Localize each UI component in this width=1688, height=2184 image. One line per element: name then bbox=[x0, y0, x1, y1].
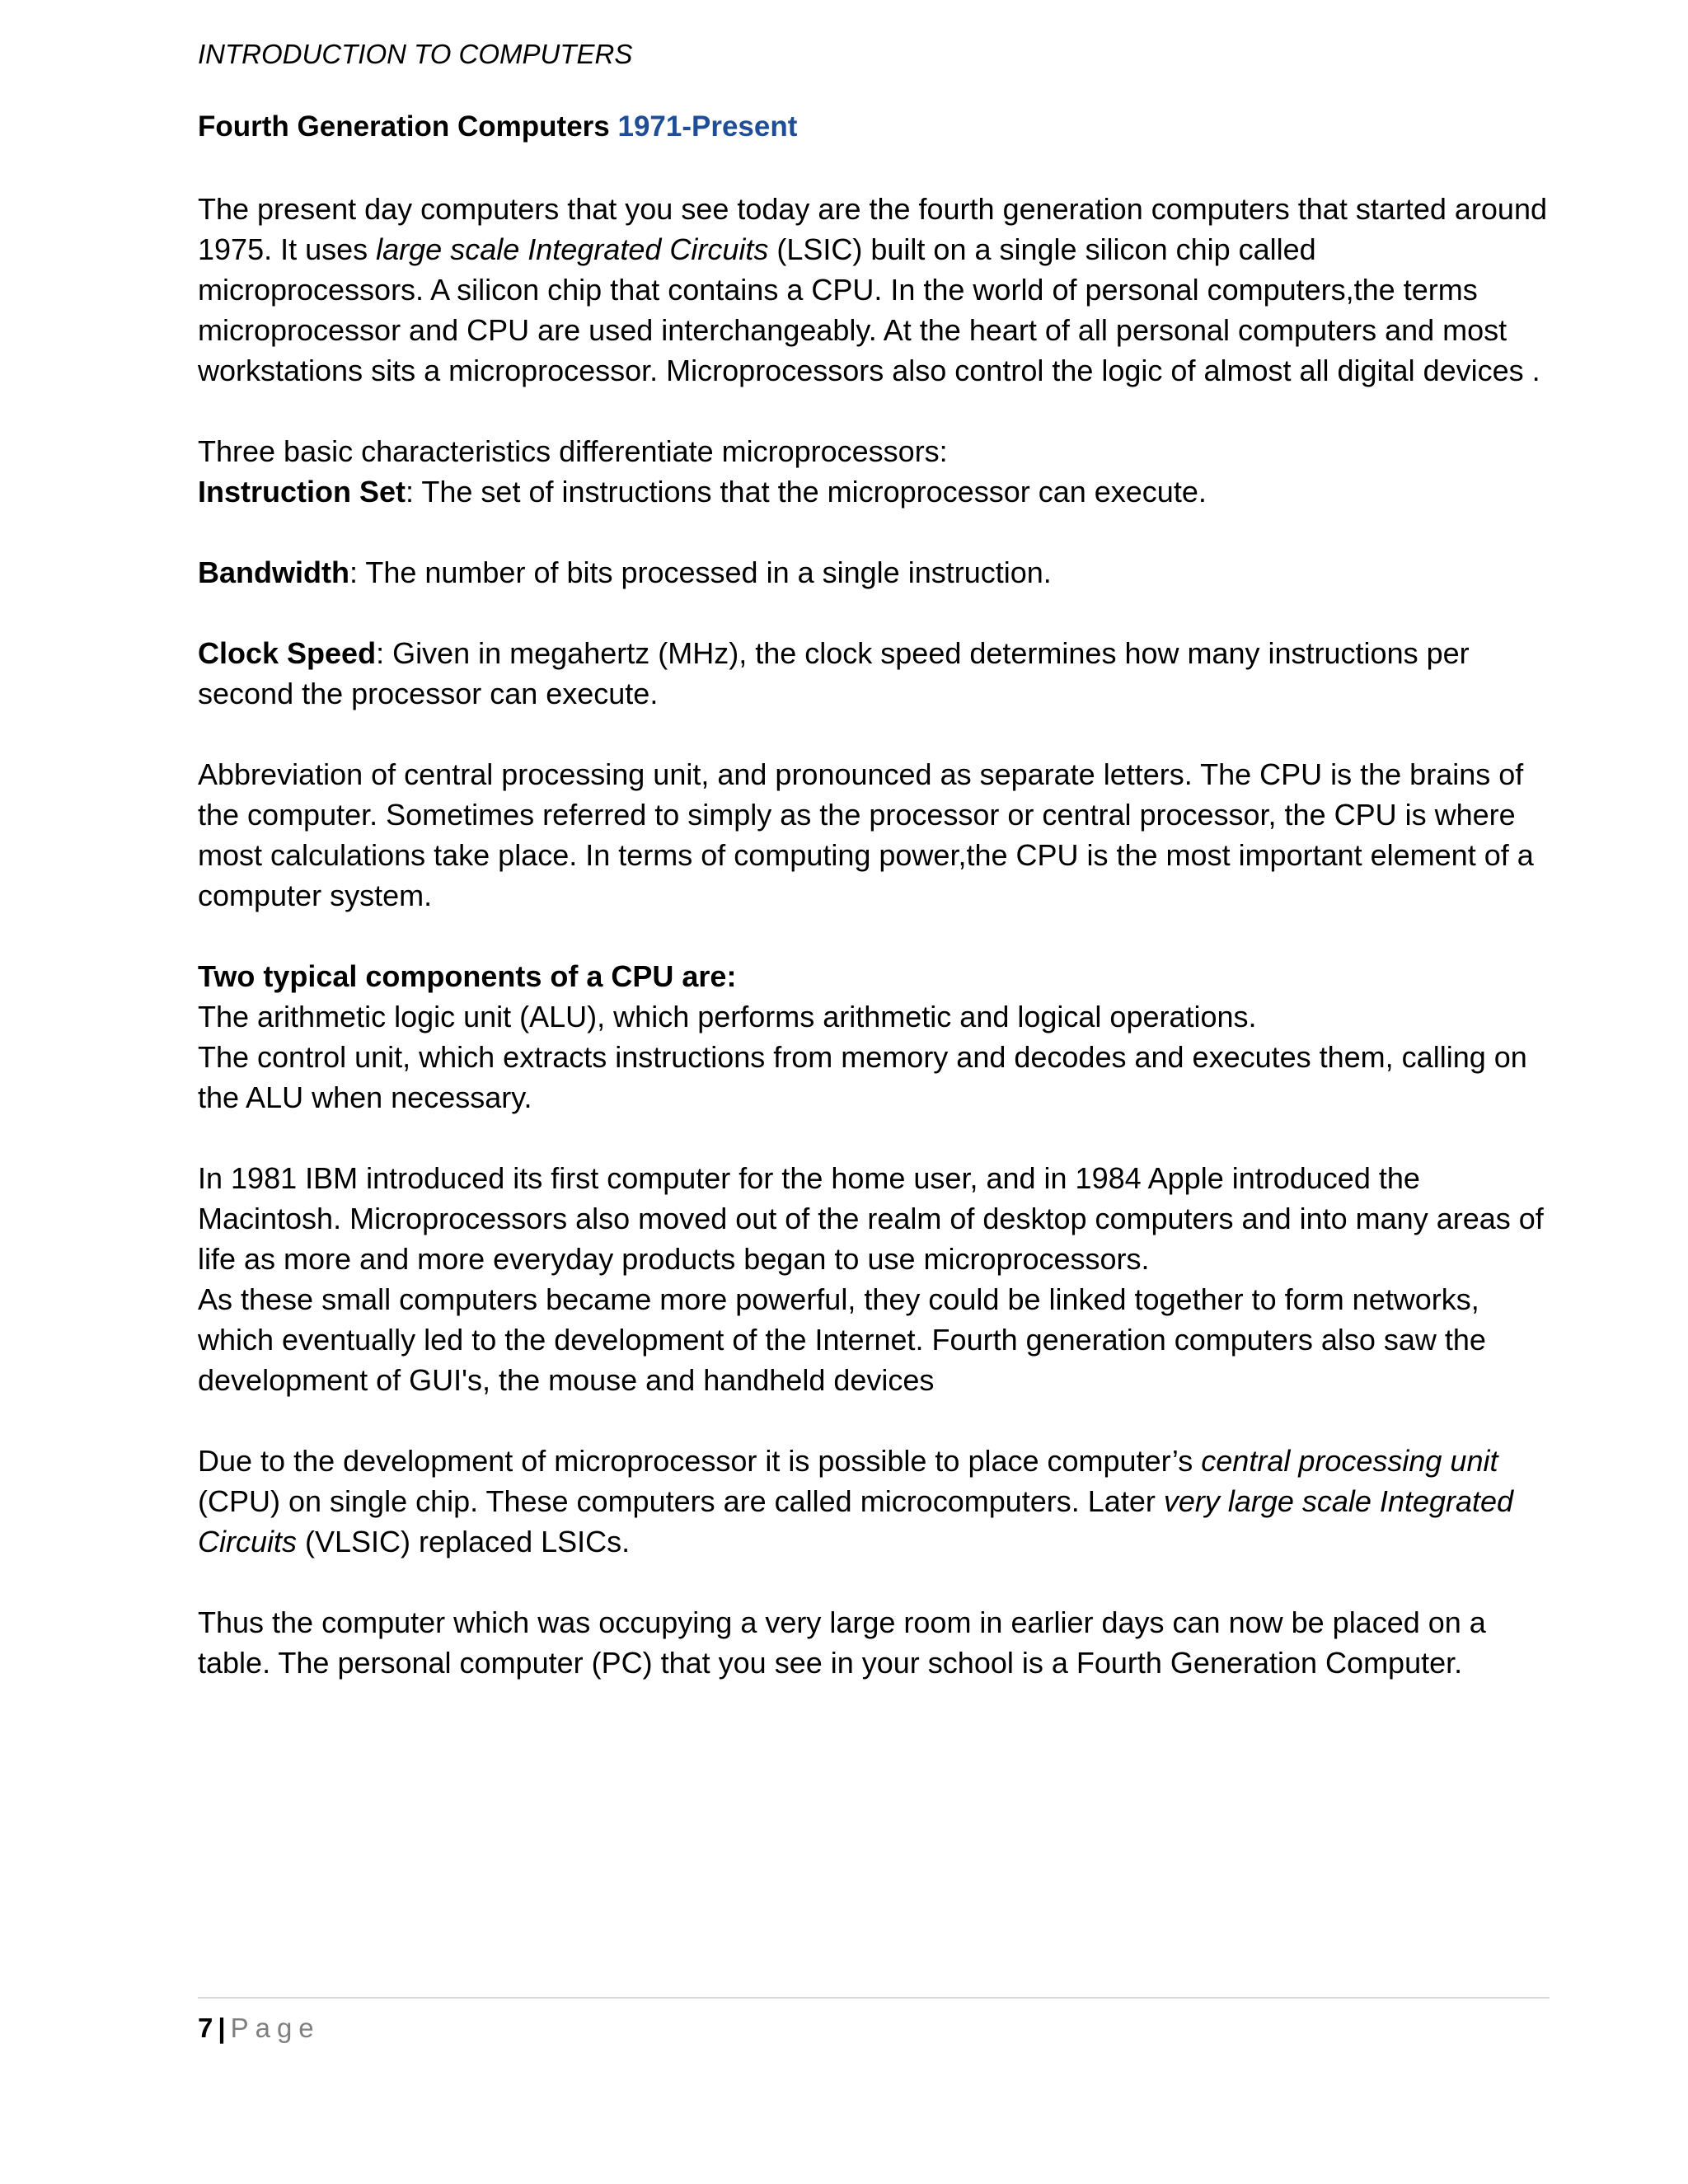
history-paragraph: In 1981 IBM introduced its first computer for the home user, and in 1984 Apple introduced the Macintosh. Microprocessors also moved out of the realm of desktop computers and into many areas of life as more and more everyday products began to use microprocessors. bbox=[198, 1161, 1544, 1276]
micro-text-3: (VLSIC) replaced LSICs. bbox=[297, 1525, 631, 1558]
component-control-unit: The control unit, which extracts instructions from memory and decodes and executes them, calling on the ALU when necessary. bbox=[198, 1040, 1527, 1114]
characteristic-desc: : The set of instructions that the microprocessor can execute. bbox=[406, 475, 1207, 509]
characteristic-term: Bandwidth bbox=[198, 555, 349, 589]
page-word: Page bbox=[230, 2013, 321, 2043]
history-paragraph-2: As these small computers became more powerful, they could be linked together to form networks, which eventually led to the development of the Internet. Fourth generation computers also saw the development of GUI's, the mouse and handheld devices bbox=[198, 1282, 1486, 1397]
components-heading-text: Two typical components of a CPU are: bbox=[198, 959, 737, 993]
document-page bbox=[198, 33, 1550, 1683]
characteristic-clock-speed bbox=[198, 633, 1550, 714]
characteristic-bandwidth bbox=[198, 552, 1550, 593]
characteristic-term: Clock Speed bbox=[198, 636, 377, 670]
characteristic-desc: : The number of bits processed in a single instruction. bbox=[349, 555, 1052, 589]
micro-italic-vlsic: very large scale Integrated Circuits bbox=[198, 1484, 1514, 1558]
component-alu: The arithmetic logic unit (ALU), which performs arithmetic and logical operations. bbox=[198, 1000, 1257, 1033]
characteristic-instruction-set bbox=[198, 471, 1550, 512]
cpu-paragraph: Abbreviation of central processing unit, and pronounced as separate letters. The CPU is the brains of the computer. Sometimes referred to simply as the processor or central processor, the CPU is where most calculations take place. In terms of computing power,the CPU is the most important element of a computer system. bbox=[198, 757, 1534, 912]
running-header: INTRODUCTION TO COMPUTERS bbox=[198, 39, 633, 69]
final-paragraph: Thus the computer which was occupying a very large room in earlier days can now be placed on a table. The personal computer (PC) that you see in your school is a Fourth Generation Computer. bbox=[198, 1605, 1486, 1680]
characteristics-intro: Three basic characteristics differentiate microprocessors: bbox=[198, 434, 948, 468]
characteristic-desc: : Given in megahertz (MHz), the clock speed determines how many instructions per second the processor can execute. bbox=[198, 636, 1470, 710]
microcomputer-paragraph bbox=[198, 1441, 1550, 1562]
micro-text-1: Due to the development of microprocessor it is possible to place computer’s bbox=[198, 1444, 1202, 1478]
intro-text-1: The present day computers that you see today are the fourth generation computers that started around 1975. It uses bbox=[198, 192, 1547, 266]
page-footer bbox=[198, 1997, 1550, 2050]
components-heading bbox=[198, 956, 1550, 996]
intro-text-2: (LSIC) built on a single silicon chip called microprocessors. A silicon chip that contains a CPU. In the world of personal computers,the terms microprocessor and CPU are used interchangeably. At the heart of all personal computers and most workstations sits a microprocessor. Microprocessors also control the logic of almost all digital devices . bbox=[198, 232, 1540, 387]
intro-paragraph bbox=[198, 189, 1550, 391]
page-number: 7 bbox=[198, 2013, 213, 2043]
intro-italic-lsic: large scale Integrated Circuits bbox=[376, 232, 769, 266]
section-years: 1971-Present bbox=[617, 110, 798, 143]
footer-separator: | bbox=[218, 2013, 226, 2043]
micro-italic-cpu: central processing unit bbox=[1201, 1444, 1498, 1478]
section-title-text: Fourth Generation Computers bbox=[198, 110, 610, 143]
micro-text-2: (CPU) on single chip. These computers are called microcomputers. Later bbox=[198, 1484, 1164, 1518]
section-title bbox=[198, 105, 1550, 148]
characteristic-term: Instruction Set bbox=[198, 475, 406, 509]
